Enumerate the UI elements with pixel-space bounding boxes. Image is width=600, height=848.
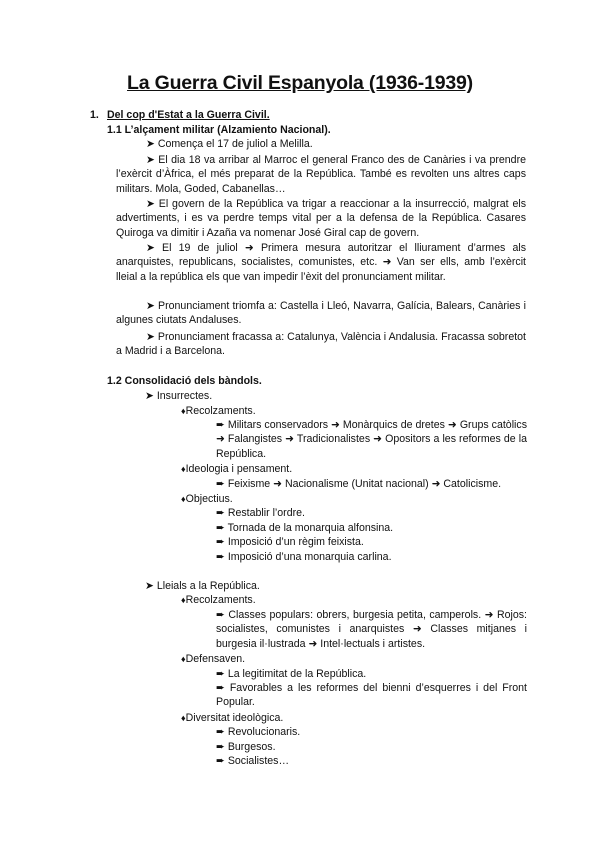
subgroup-heading: ♦Recolzaments. [181,405,256,417]
diamond-bullet-icon: ♦ [181,406,186,416]
list-item: ➨ Revolucionaris. [216,726,301,738]
diamond-bullet-icon: ♦ [181,595,186,605]
list-item: ➨ Favorables a les reformes del bienni d’esquerres i del Front Popular. [216,682,527,709]
list-item: ➤ Pronunciament triomfa a: Castella i Lleó, Navarra, Galícia, Balears, Canàries i algunes ciutats Andaluses. [116,300,526,327]
subsection-heading: 1.2 Consolidació dels bàndols. [107,375,262,387]
subgroup-heading: ♦Diversitat ideològica. [181,712,284,724]
list-item: ➨ La legitimitat de la República. [216,668,367,680]
list-item: ➨ Militars conservadors ➜ Monàrquics de dretes ➜ Grups catòlics ➜ Falangistes ➜ Tradicionalistes ➜ Opositors a les reformes de la República. [216,419,527,460]
subgroup-heading: ♦Objectius. [181,493,233,505]
section-heading [90,108,270,122]
subsection-heading: 1.1 L’alçament militar (Alzamiento Nacional). [107,124,331,136]
subgroup-heading: ♦Ideologia i pensament. [181,463,293,475]
list-item: ➨ Restablir l’ordre. [216,507,305,519]
list-item: ➤ Comença el 17 de juliol a Melilla. [146,138,313,150]
list-item: ➨ Tornada de la monarquia alfonsina. [216,522,394,534]
section-number: 1. [90,109,99,121]
list-item: ➨ Socialistes… [216,755,290,767]
diamond-bullet-icon: ♦ [181,713,186,723]
list-item: ➤ El 19 de juliol ➜ Primera mesura autoritzar el lliurament d’armes als anarquistes, republicans, socialistes, comunistes, etc. ➜ Van ser ells, amb l’exèrcit lleial a la república els que van impedir l’èxit del pronunciament militar. [116,242,526,283]
diamond-bullet-icon: ♦ [181,464,186,474]
list-item: ➤ El dia 18 va arribar al Marroc el general Franco des de Canàries i va prendre l’exèrcit d’Àfrica, el més preparat de la República. També es revolten uns altres caps militars. Mola, Goded, Cabanellas… [116,154,526,195]
diamond-bullet-icon: ♦ [181,654,186,664]
group-insurrectes: ➤ Insurrectes. [145,390,213,402]
subgroup-heading: ♦Recolzaments. [181,594,256,606]
list-item: ➨ Imposició d’una monarquia carlina. [216,551,392,563]
diamond-bullet-icon: ♦ [181,494,186,504]
list-item: ➨ Classes populars: obrers, burgesia petita, camperols. ➜ Rojos: socialistes, comunistes i anarquistes ➜ Classes mitjanes i burgesia il·lustrada ➜ Intel·lectuals i artistes. [216,609,527,650]
section-title: Del cop d'Estat a la Guerra Civil. [107,109,270,121]
list-item: ➤ Pronunciament fracassa a: Catalunya, València i Andalusia. Fracassa sobretot a Madrid i a Barcelona. [116,331,526,358]
list-item: ➨ Burgesos. [216,741,276,753]
group-lleials: ➤ Lleials a la República. [145,580,260,592]
subgroup-heading: ♦Defensaven. [181,653,246,665]
list-item: ➨ Imposició d’un règim feixista. [216,536,364,548]
list-item: ➤ El govern de la República va trigar a reaccionar a la insurrecció, malgrat els advertiments, i es va perdre temps vital per a la defensa de la República. Casares Quiroga va dimitir i Azaña va nomenar José Giral cap de govern. [116,198,526,239]
document-title: La Guerra Civil Espanyola (1936-1939) [127,72,473,94]
list-item: ➨ Feixisme ➜ Nacionalisme (Unitat nacional) ➜ Catolicisme. [216,478,502,490]
